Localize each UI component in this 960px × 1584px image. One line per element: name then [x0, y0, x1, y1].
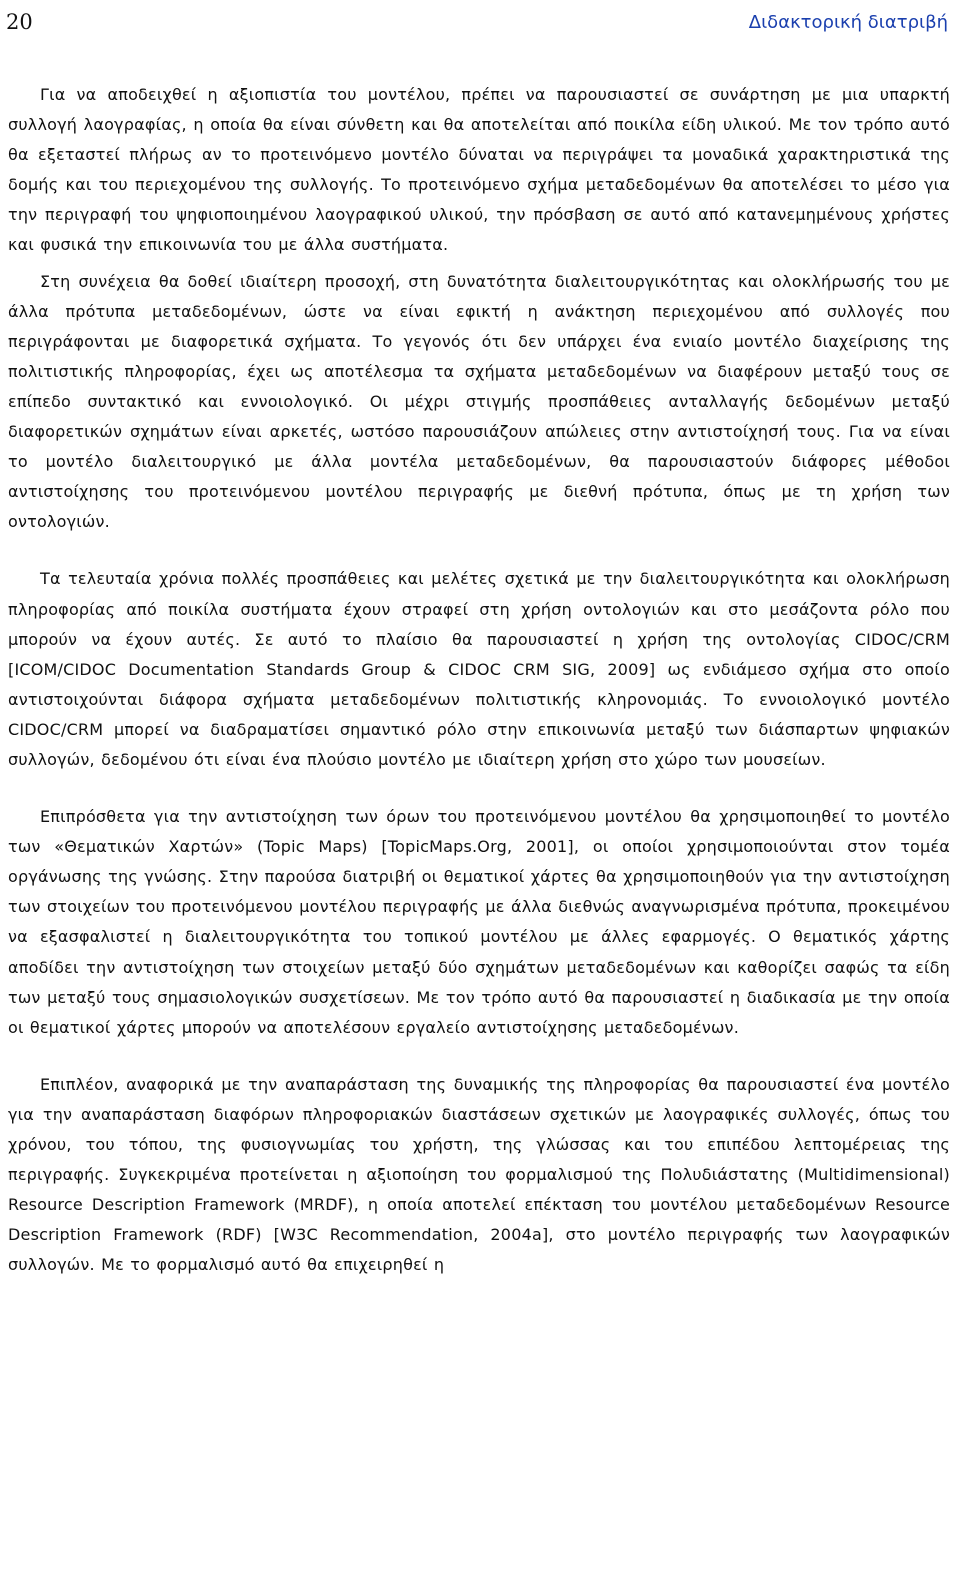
- paragraph-1: Για να αποδειχθεί η αξιοπιστία του μοντέλου, πρέπει να παρουσιαστεί σε συνάρτηση με μια υπαρκτή συλλογή λαογραφίας, η οποία θα είναι σύνθετη και θα αποτελείται από ποικίλα είδη υλικού. Με τον τρόπο αυτό θα εξεταστεί πλήρως αν το προτεινόμενο μοντέλο δύναται να περιγράψει τα μοναδικά χαρακτηριστικά της δομής και του περιεχομένου της συλλογής. Το προτεινόμενο σχήμα μεταδεδομένων θα αποτελέσει το μέσο για την περιγραφή του ψηφιοποιημένου λαογραφικού υλικού, την πρόσβαση σε αυτό από κατανεμημένους χρήστες και φυσικά την επικοινωνία του με άλλα συστήματα.: [8, 85, 950, 255]
- page-number: 20: [6, 10, 33, 34]
- paragraph-2: Στη συνέχεια θα δοθεί ιδιαίτερη προσοχή, στη δυνατότητα διαλειτουργικότητας και ολοκλήρωσής του με άλλα πρότυπα μεταδεδομένων, ώστε να είναι εφικτή η ανάκτηση περιεχομένου από συλλογές που περιγράφονται με διαφορετικά σχήματα. Το γεγονός ότι δεν υπάρχει ένα ενιαίο μοντέλο διαχείρισης της πολιτιστικής πληροφορίας, έχει ως αποτέλεσμα τα σχήματα μεταδεδομένων να διαφέρουν μεταξύ τους σε επίπεδο συντακτικό και εννοιολογικό. Οι μέχρι στιγμής προσπάθειες ανταλλαγής δεδομένων μεταξύ διαφορετικών σχημάτων είναι αρκετές, ωστόσο παρουσιάζουν απώλειες στην αντιστοίχησή τους. Για να είναι το μοντέλο διαλειτουργικό με άλλα μοντέλα μεταδεδομένων, θα παρουσιαστούν διάφορες μέθοδοι αντιστοίχησης του προτεινόμενου μοντέλου περιγραφής με διεθνή πρότυπα, όπως με τη χρήση των οντολογιών.: [8, 271, 950, 532]
- paragraph-5: Επιπλέον, αναφορικά με την αναπαράσταση της δυναμικής της πληροφορίας θα παρουσιαστεί ένα μοντέλο για την αναπαράσταση διαφόρων πληροφοριακών διαστάσεων σχετικών με λαογραφικές συλλογές, όπως του χρόνου, του τόπου, της φυσιογνωμίας του χρήστη, της γλώσσας και του επιπέδου λεπτομέρειας της περιγραφής. Συγκεκριμένα προτείνεται η αξιοποίηση του φορμαλισμού της Πολυδιάστατης (Multidimensional) Resource Description Framework (MRDF), η οποία αποτελεί επέκταση του μοντέλου μεταδεδομένων Resource Description Framework (RDF) [W3C Recommendation, 2004a], στο μοντέλο περιγραφής των λαογραφικών συλλογών. Με το φορμαλισμό αυτό θα επιχειρηθεί η: [8, 1074, 950, 1275]
- paragraph-4: Επιπρόσθετα για την αντιστοίχηση των όρων του προτεινόμενου μοντέλου θα χρησιμοποιηθεί το μοντέλο των «Θεματικών Χαρτών» (Topic Maps) [TopicMaps.Org, 2001], οι οποίοι χρησιμοποιούνται στον τομέα οργάνωσης της γνώσης. Στην παρούσα διατριβή οι θεματικοί χάρτες θα χρησιμοποιηθούν για την αντιστοίχηση των στοιχείων του προτεινόμενου μοντέλου περιγραφής με άλλα διεθνώς αναγνωρισμένα πρότυπα, προκειμένου να εξασφαλιστεί η διαλειτουργικότητα του τοπικού μοντέλου με άλλες εφαρμογές. Ο θεματικός χάρτης αποδίδει την αντιστοίχηση των στοιχείων μεταξύ δύο σχημάτων μεταδεδομένων και καθορίζει σαφώς τα είδη των μεταξύ τους σημασιολογικών συσχετίσεων. Με τον τρόπο αυτό θα παρουσιαστεί η διαδικασία με την οποία οι θεματικοί χάρτες μπορούν να αποτελέσουν εργαλείο αντιστοίχησης μεταδεδομένων.: [8, 807, 950, 1037]
- page-header: [6, 6, 948, 38]
- running-head: Διδακτορική διατριβή: [748, 11, 948, 33]
- body-text: [8, 80, 950, 1280]
- paragraph-3: Τα τελευταία χρόνια πολλές προσπάθειες και μελέτες σχετικά με την διαλειτουργικότητα και ολοκλήρωση πληροφορίας από ποικίλα συστήματα έχουν στραφεί στη χρήση οντολογιών και στο μεσάζοντα ρόλο που μπορούν να έχουν αυτές. Σε αυτό το πλαίσιο θα παρουσιαστεί η χρήση της οντολογίας CIDOC/CRM [ICOM/CIDOC Documentation Standards Group & CIDOC CRM SIG, 2009] ως ενδιάμεσο σχήμα στο οποίο αντιστοιχούνται διάφορα σχήματα μεταδεδομένων πολιτιστικής κληρονομιάς. Το εννοιολογικό μοντέλο CIDOC/CRM μπορεί να διαδραματίσει σημαντικό ρόλο στην επικοινωνία μεταξύ των διάσπαρτων ψηφιακών συλλογών, δεδομένου ότι είναι ένα πλούσιο μοντέλο με ιδιαίτερη χρήση στο χώρο των μουσείων.: [8, 569, 950, 769]
